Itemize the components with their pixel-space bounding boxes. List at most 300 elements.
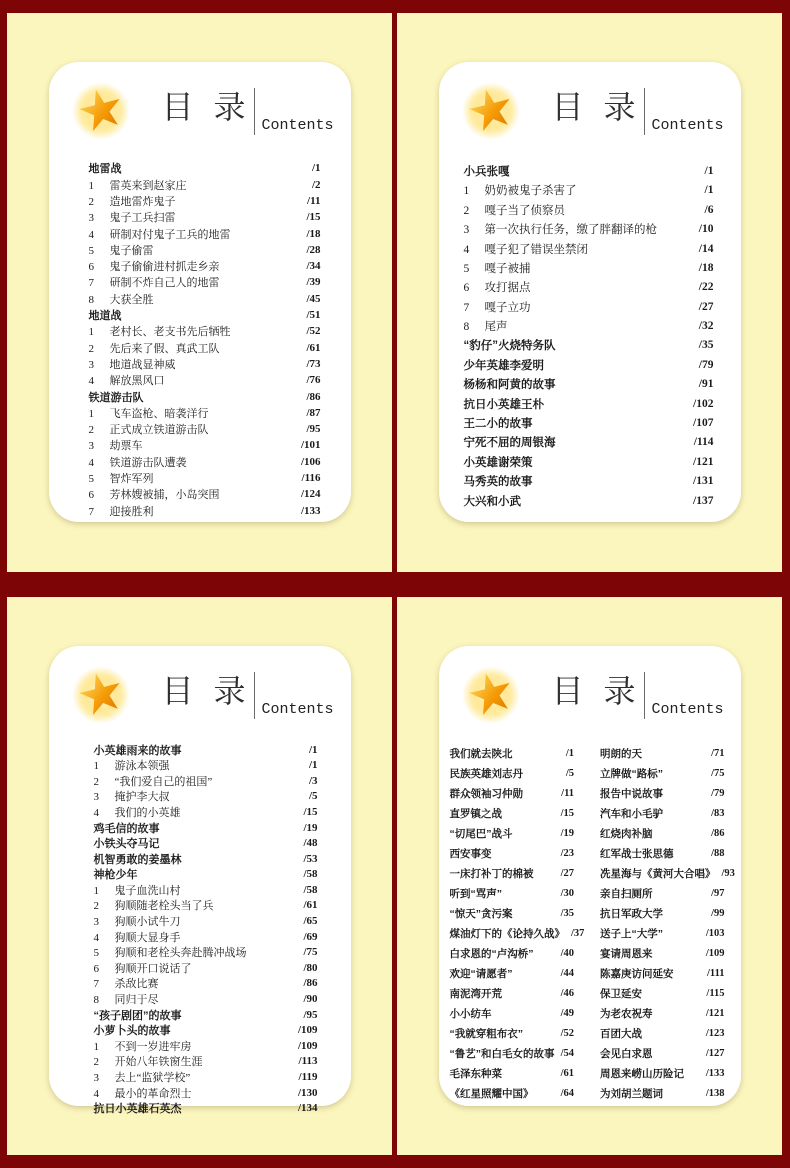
toc-page-number: /116: [301, 472, 321, 485]
toc-item-row: [89, 193, 321, 209]
header-divider: [644, 672, 645, 719]
toc-page-number: /114: [693, 436, 714, 449]
toc-entry-number: 1: [88, 326, 94, 339]
toc-entry-title: 小英雄谢荣策: [463, 456, 533, 469]
toc-page-number: /127: [705, 1048, 725, 1060]
toc-page-number: /109: [297, 1039, 318, 1052]
toc-item-row: [94, 789, 318, 805]
toc-page-number: /3: [308, 774, 318, 787]
toc-card: [439, 62, 741, 522]
toc-page-top-left: [7, 13, 392, 572]
toc-item-row: [94, 898, 318, 914]
toc-entry-title: 送子上“大学”: [600, 928, 663, 941]
toc-page-number: /73: [306, 357, 321, 370]
toc-entry-number: 3: [93, 1072, 99, 1085]
toc-entry-title: 6 攻打据点: [463, 282, 531, 295]
toc-entry-title: 3 狗顺小试牛刀: [93, 916, 181, 929]
header-divider: [644, 88, 645, 135]
toc-page-number: /51: [306, 309, 321, 322]
toc-entry-title: 直罗镇之战: [449, 808, 502, 821]
toc-entry-title: 白求恩的“卢沟桥”: [449, 948, 534, 961]
toc-entry-title: 8 大获全胜: [88, 293, 154, 306]
toc-page-number: /87: [306, 406, 321, 419]
toc-page-number: /58: [303, 868, 318, 881]
toc-page-number: /95: [306, 423, 321, 436]
toc-entry-title: 宴请周恩来: [600, 948, 653, 961]
toc-section-row: [464, 413, 714, 432]
toc-page-number: /45: [306, 292, 321, 305]
toc-page-number: /88: [711, 848, 725, 860]
toc-page-number: /61: [306, 341, 321, 354]
toc-page-number: /35: [698, 339, 714, 352]
toc-entry-title: 欢迎“请愿者”: [449, 968, 513, 981]
toc-entry-number: 2: [93, 900, 99, 913]
toc-entry-title: 4 铁道游击队遭袭: [88, 456, 187, 469]
toc-page-number: /28: [306, 243, 321, 256]
toc-entry-title: “我就穿粗布衣”: [449, 1028, 523, 1041]
toc-item-row: [89, 356, 321, 372]
toc-section-row: [450, 964, 575, 984]
toc-section-row: [600, 784, 725, 804]
toc-page-number: /48: [303, 837, 318, 850]
toc-entry-number: 1: [463, 185, 470, 198]
toc-entry-title: 《红星照耀中国》: [449, 1088, 534, 1101]
toc-entry-title: 8 同归于尽: [93, 994, 159, 1007]
toc-section-row: [94, 820, 318, 836]
toc-page-number: /119: [298, 1071, 318, 1084]
toc-entry-number: 7: [88, 505, 94, 518]
toc-entry-title: 会见白求恩: [600, 1048, 653, 1061]
toc-entry-title: 1 老村长、老支书先后牺牲: [88, 326, 231, 339]
toc-entry-number: 8: [463, 321, 470, 334]
toc-page-number: /115: [706, 988, 725, 1000]
toc-entry-title: 小英雄雨来的故事: [93, 744, 182, 757]
toc-section-row: [450, 944, 575, 964]
toc-item-row: [94, 960, 318, 976]
toc-page-number: /15: [303, 805, 318, 818]
toc-page-top-right: [397, 13, 782, 572]
toc-item-row: [89, 209, 321, 225]
toc-page-bottom-left: [7, 597, 392, 1156]
toc-section-row: [600, 744, 725, 764]
header-divider: [254, 88, 255, 135]
toc-entry-title: 一床打补丁的棉被: [449, 868, 534, 881]
toc-entry-number: 4: [93, 931, 99, 944]
toc-item-row: [94, 929, 318, 945]
toc-item-row: [89, 470, 321, 486]
toc-entry-number: 5: [88, 244, 94, 257]
toc-entry-title: 地雷战: [88, 163, 122, 176]
toc-page-number: /102: [693, 397, 714, 410]
toc-entry-number: 1: [88, 179, 94, 192]
toc-entry-title: 民族英雄刘志丹: [449, 768, 523, 781]
toc-page-number: /95: [303, 1008, 318, 1021]
toc-entry-title: 红烧肉补脑: [600, 828, 653, 841]
toc-section-row: [89, 160, 321, 176]
toc-entry-title: 2 “我们爱自己的祖国”: [93, 775, 213, 788]
toc-entry-number: 7: [463, 301, 470, 314]
toc-column: [449, 744, 585, 1104]
toc-section-row: [600, 884, 725, 904]
toc-entry-number: 8: [93, 994, 99, 1007]
toc-title: [162, 87, 334, 135]
toc-entry-title: 立牌做“路标”: [600, 768, 663, 781]
toc-entry-title: 4 研制对付鬼子工兵的地雷: [88, 228, 231, 241]
toc-entry-title: 1 雷英来到赵家庄: [88, 179, 187, 192]
toc-entry-number: 2: [463, 204, 470, 217]
toc-page-number: /23: [560, 848, 574, 860]
toc-section-row: [464, 336, 714, 355]
toc-item-row: [89, 258, 321, 274]
toc-entry-title: 4 解放黑风口: [88, 375, 165, 388]
toc-page-number: /46: [560, 988, 574, 1000]
toc-entry-title: 机智勇敢的姜墨林: [93, 853, 182, 866]
toc-item-row: [94, 913, 318, 929]
star-logo-icon: [62, 656, 140, 734]
toc-entry-title: 6 鬼子偷偷进村抓走乡亲: [88, 261, 220, 274]
toc-section-row: [600, 984, 725, 1004]
toc-page-number: /107: [693, 417, 714, 430]
toc-item-row: [464, 181, 714, 200]
toc-item-row: [464, 278, 714, 297]
toc-page-number: /71: [711, 748, 725, 760]
toc-page-number: /40: [560, 948, 574, 960]
toc-entry-title: 报告中说故事: [600, 788, 663, 801]
toc-entry-number: 8: [88, 293, 94, 306]
toc-entry-number: 6: [88, 261, 94, 274]
toc-page-number: /27: [698, 300, 714, 313]
toc-title-cn: 目 录: [551, 89, 642, 126]
toc-entry-title: 汽车和小毛驴: [600, 808, 663, 821]
toc-entry-title: “鲁艺”和白毛女的故事: [449, 1048, 555, 1061]
toc-section-row: [450, 1084, 575, 1104]
toc-entry-title: 神枪少年: [93, 869, 138, 882]
toc-entry-number: 3: [88, 440, 94, 453]
toc-column: [94, 742, 318, 1116]
toc-entry-number: 6: [88, 489, 94, 502]
toc-page-number: /1: [565, 748, 574, 760]
toc-section-row: [94, 1022, 318, 1038]
toc-title: [552, 671, 724, 719]
toc-item-row: [94, 991, 318, 1007]
toc-section-row: [600, 924, 725, 944]
toc-title: [552, 87, 724, 135]
toc-entry-title: 陈嘉庚访问延安: [600, 968, 674, 981]
toc-page-number: /103: [705, 928, 725, 940]
toc-entry-title: 毛泽东种菜: [449, 1068, 502, 1081]
toc-section-row: [600, 864, 735, 884]
toc-section-row: [450, 884, 575, 904]
toc-page-number: /10: [698, 223, 714, 236]
toc-list: [49, 736, 351, 1116]
toc-item-row: [464, 258, 714, 277]
toc-header: [49, 62, 351, 152]
toc-header: [439, 646, 741, 736]
toc-entry-title: “孩子剧团”的故事: [93, 1009, 182, 1022]
toc-page-number: /35: [560, 908, 574, 920]
toc-section-row: [450, 744, 575, 764]
toc-list: [439, 152, 741, 510]
toc-entry-number: 2: [88, 424, 94, 437]
toc-page-number: /99: [711, 908, 725, 920]
toc-page-number: /91: [698, 378, 714, 391]
toc-column: [600, 744, 735, 1104]
toc-entry-title: 2 嘎子当了侦察员: [463, 204, 565, 217]
toc-page-number: /109: [705, 948, 725, 960]
toc-item-row: [464, 200, 714, 219]
toc-entry-number: 1: [93, 1040, 99, 1053]
toc-page-number: /18: [306, 227, 321, 240]
toc-page-number: /18: [698, 261, 714, 274]
toc-page-number: /5: [565, 768, 574, 780]
toc-entry-number: 3: [88, 358, 94, 371]
toc-entry-title: 马秀英的故事: [463, 476, 533, 489]
toc-section-row: [450, 1064, 575, 1084]
toc-entry-number: 5: [463, 262, 470, 275]
toc-entry-title: 百团大战: [600, 1028, 642, 1041]
toc-entry-title: 小兵张嘎: [463, 165, 510, 178]
toc-page-number: /123: [705, 1028, 725, 1040]
toc-page-number: /133: [705, 1068, 725, 1080]
toc-section-row: [450, 764, 575, 784]
toc-entry-title: 2 正式成立铁道游击队: [88, 424, 209, 437]
toc-section-row: [600, 804, 725, 824]
toc-item-row: [94, 773, 318, 789]
toc-entry-title: 3 第一次执行任务，缴了胖翻译的枪: [463, 224, 657, 237]
toc-section-row: [450, 784, 575, 804]
toc-section-row: [600, 1084, 725, 1104]
toc-entry-title: 8 尾声: [463, 321, 508, 334]
toc-entry-title: 1 不到一岁进牢房: [93, 1040, 192, 1053]
toc-item-row: [94, 1038, 318, 1054]
toc-entry-number: 6: [93, 962, 99, 975]
toc-page-number: /1: [311, 162, 321, 175]
toc-page-number: /32: [698, 320, 714, 333]
toc-entry-number: 7: [88, 277, 94, 290]
toc-page-number: /69: [303, 930, 318, 943]
toc-entry-number: 3: [463, 224, 470, 237]
toc-section-row: [450, 804, 575, 824]
toc-section-row: [600, 904, 725, 924]
toc-title-en: Contents: [261, 700, 334, 718]
toc-entry-number: 5: [88, 473, 94, 486]
toc-entry-title: 小萝卜头的故事: [93, 1025, 171, 1038]
toc-entry-title: 群众领袖习仲勋: [449, 788, 523, 801]
toc-entry-title: 4 我们的小英雄: [93, 806, 181, 819]
toc-page-number: /109: [297, 1024, 318, 1037]
toc-entry-title: 为老农祝寿: [600, 1008, 653, 1021]
toc-section-row: [600, 944, 725, 964]
toc-page-number: /86: [303, 977, 318, 990]
toc-page-number: /75: [303, 946, 318, 959]
toc-section-row: [450, 1024, 575, 1044]
toc-entry-title: “豹仔”火烧特务队: [463, 340, 556, 353]
toc-page-number: /19: [303, 821, 318, 834]
toc-page-number: /2: [311, 178, 321, 191]
toc-item-row: [89, 340, 321, 356]
toc-entry-title: 地道战: [88, 310, 122, 323]
toc-section-row: [449, 924, 585, 944]
toc-section-row: [600, 824, 725, 844]
star-logo-icon: [62, 72, 140, 150]
toc-page-number: /90: [303, 993, 318, 1006]
toc-entry-title: 红军战士张思德: [600, 848, 674, 861]
toc-page-number: /34: [306, 260, 321, 273]
toc-page-number: /15: [560, 808, 574, 820]
toc-entry-title: 5 嘎子被捕: [463, 262, 531, 275]
toc-section-row: [464, 472, 714, 491]
toc-entry-title: 2 开始八年铁窗生涯: [93, 1056, 203, 1069]
toc-page-number: /49: [560, 1008, 574, 1020]
toc-entry-title: 宁死不屈的周银海: [463, 437, 556, 450]
toc-entry-title: “切尾巴”战斗: [449, 828, 513, 841]
toc-page-number: /131: [693, 475, 714, 488]
toc-page-number: /113: [298, 1055, 318, 1068]
star-logo-icon: [452, 656, 530, 734]
toc-entry-number: 2: [93, 775, 99, 788]
toc-page-number: /83: [711, 808, 725, 820]
toc-page-number: /5: [308, 790, 318, 803]
toc-section-row: [600, 1024, 725, 1044]
toc-entry-title: 小小纺车: [449, 1008, 492, 1021]
toc-column: [464, 161, 714, 510]
toc-item-row: [94, 757, 318, 773]
toc-page-number: /97: [711, 888, 725, 900]
toc-section-row: [89, 307, 321, 323]
toc-item-row: [94, 944, 318, 960]
toc-page-number: /86: [711, 828, 725, 840]
toc-entry-title: 抗日军政大学: [600, 908, 663, 921]
toc-title-en: Contents: [651, 700, 724, 718]
toc-section-row: [600, 1064, 725, 1084]
toc-item-row: [89, 323, 321, 339]
toc-page-number: /86: [306, 390, 321, 403]
toc-entry-number: 4: [88, 375, 94, 388]
toc-page-number: /65: [303, 915, 318, 928]
toc-page-number: /137: [693, 494, 714, 507]
toc-section-row: [94, 867, 318, 883]
toc-entry-title: 冼星海与《黄河大合唱》: [600, 868, 716, 881]
toc-section-row: [450, 904, 575, 924]
toc-page-number: /93: [721, 868, 735, 880]
toc-entry-title: 4 狗顺大显身手: [93, 931, 181, 944]
toc-page-number: /52: [306, 325, 321, 338]
toc-entry-title: 7 迎接胜利: [88, 505, 154, 518]
toc-entry-title: 7 嘎子立功: [463, 301, 531, 314]
toc-page-number: /79: [698, 358, 714, 371]
toc-page-number: /121: [693, 455, 714, 468]
toc-entry-title: 王二小的故事: [463, 418, 533, 431]
toc-title: [162, 671, 334, 719]
toc-section-row: [600, 1004, 725, 1024]
toc-page-number: /19: [560, 828, 574, 840]
toc-entry-title: 周恩来崂山历险记: [600, 1068, 684, 1081]
toc-entry-title: 1 鬼子血洗山村: [93, 884, 181, 897]
toc-entry-title: 抗日小英雄王朴: [463, 398, 544, 411]
toc-section-row: [450, 864, 575, 884]
toc-card: [439, 646, 741, 1106]
toc-section-row: [94, 1007, 318, 1023]
toc-section-row: [600, 764, 725, 784]
toc-entry-title: 2 造地雷炸鬼子: [88, 195, 176, 208]
toc-page-number: /138: [705, 1088, 725, 1100]
toc-section-row: [464, 491, 714, 510]
toc-page-number: /1: [704, 164, 714, 177]
toc-page-number: /75: [711, 768, 725, 780]
toc-page-number: /30: [560, 888, 574, 900]
toc-section-row: [450, 984, 575, 1004]
header-divider: [254, 672, 255, 719]
toc-entry-number: 2: [88, 342, 94, 355]
toc-entry-number: 2: [93, 1056, 99, 1069]
toc-page-number: /101: [300, 439, 321, 452]
toc-header: [439, 62, 741, 152]
toc-entry-title: 铁道游击队: [88, 391, 144, 404]
toc-item-row: [89, 486, 321, 502]
toc-title-en: Contents: [261, 117, 334, 135]
toc-page-number: /15: [306, 211, 321, 224]
toc-entry-title: 3 地道战显神威: [88, 358, 176, 371]
toc-entry-title: 西安事变: [449, 848, 492, 861]
toc-title-en: Contents: [651, 117, 724, 135]
toc-page-bottom-right: [397, 597, 782, 1156]
toc-entry-title: 1 飞车盗枪、暗袭洋行: [88, 407, 209, 420]
toc-item-row: [89, 454, 321, 470]
toc-section-row: [464, 433, 714, 452]
toc-item-row: [89, 437, 321, 453]
toc-entry-number: 4: [93, 806, 99, 819]
toc-entry-title: 4 嘎子犯了错误坐禁闭: [463, 243, 588, 256]
toc-entry-number: 1: [93, 760, 99, 773]
toc-item-row: [464, 239, 714, 258]
toc-item-row: [89, 177, 321, 193]
toc-entry-title: 1 游泳本领强: [93, 760, 170, 773]
toc-page-number: /6: [704, 203, 714, 216]
toc-section-row: [450, 844, 575, 864]
toc-entry-title: 3 掩护李大叔: [93, 791, 170, 804]
toc-entry-title: 我们就去陕北: [449, 748, 513, 761]
toc-list: [439, 736, 741, 1104]
toc-entry-title: 煤油灯下的《论持久战》: [449, 928, 565, 941]
toc-page-number: /64: [560, 1088, 574, 1100]
toc-page-number: /1: [308, 759, 318, 772]
toc-page-number: /121: [705, 1008, 725, 1020]
toc-page-number: /80: [303, 961, 318, 974]
toc-item-row: [89, 242, 321, 258]
toc-section-row: [89, 388, 321, 404]
toc-page-number: /44: [560, 968, 574, 980]
toc-page-number: /14: [698, 242, 714, 255]
toc-entry-title: 1 奶奶被鬼子杀害了: [463, 185, 577, 198]
toc-page-number: /53: [303, 852, 318, 865]
toc-entry-title: 2 先后来了假、真武工队: [88, 342, 220, 355]
toc-entry-title: 鸡毛信的故事: [93, 822, 160, 835]
toc-item-row: [94, 976, 318, 992]
toc-entry-title: 5 鬼子偷雷: [88, 244, 154, 257]
toc-entry-title: 为刘胡兰题词: [600, 1088, 663, 1101]
toc-page-number: /27: [560, 868, 574, 880]
toc-section-row: [600, 1044, 725, 1064]
toc-page-number: /124: [300, 488, 321, 501]
toc-page-number: /1: [308, 743, 318, 756]
toc-item-row: [89, 421, 321, 437]
toc-entry-title: 少年英雄李爱明: [463, 359, 544, 372]
toc-entry-number: 1: [93, 884, 99, 897]
toc-section-row: [94, 851, 318, 867]
toc-page-number: /134: [297, 1102, 318, 1115]
toc-entry-number: 4: [463, 243, 470, 256]
star-logo-icon: [452, 72, 530, 150]
